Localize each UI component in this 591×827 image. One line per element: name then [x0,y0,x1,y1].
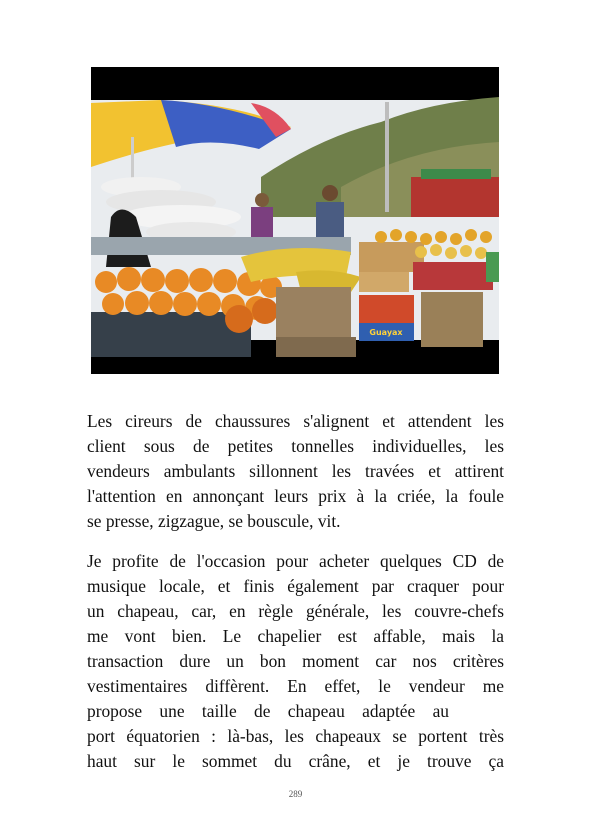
text-line: me vont bien. Le chapelier est affable, mais la [87,626,504,646]
text-line: musique locale, et finis également par craquer pour [87,576,504,596]
market-photo-illustration [91,67,499,374]
text-line: haut sur le sommet du crâne, et je trouve ça [87,751,504,771]
text-line: vendeurs ambulants sillonnent les travées et attirent [87,461,504,481]
text-line: transaction dure un bon moment car nos critères [87,651,504,671]
market-photo [91,67,499,374]
text-line: un chapeau, car, en règle générale, les couvre-chefs [87,601,504,621]
text-line: se presse, zigzague, se bouscule, vit. [87,511,341,531]
text-line: client sous de petites tonnelles individuelles, les [87,436,504,456]
text-line: propose une taille de chapeau adaptée au [87,701,449,721]
text-line: Je profite de l'occasion pour acheter quelques CD de [87,551,504,571]
crate-label: Guayax [369,328,403,337]
text-line: l'attention en annonçant leurs prix à la criée, la foule [87,486,504,506]
paragraph-2 [87,549,504,774]
text-line: Les cireurs de chaussures s'alignent et attendent les [87,411,504,431]
paragraph-1 [87,409,504,534]
text-line: vestimentaires diffèrent. En effet, le vendeur me [87,676,504,696]
page-number: 289 [288,789,303,799]
text-line: port équatorien : là-bas, les chapeaux se portent très [87,726,504,746]
